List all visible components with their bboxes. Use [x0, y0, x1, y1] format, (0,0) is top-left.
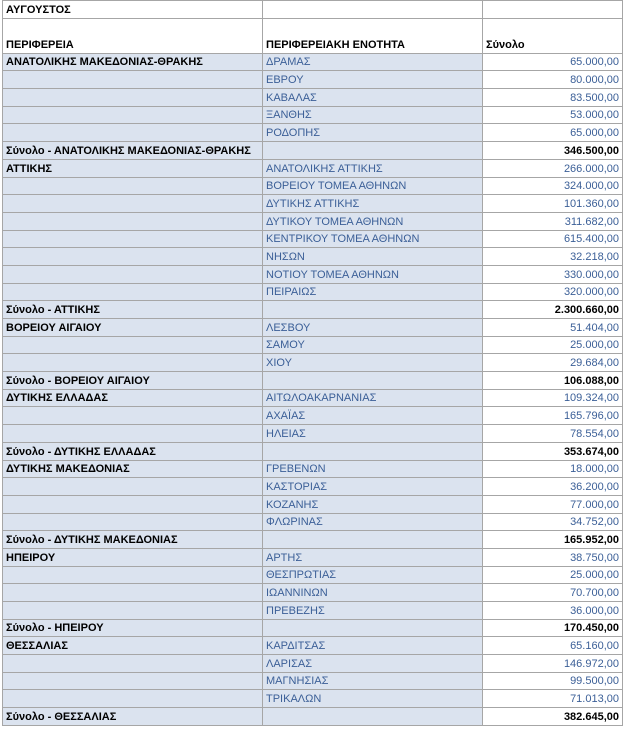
unit-value: 109.324,00: [483, 389, 623, 407]
unit-name: ΗΛΕΙΑΣ: [263, 425, 483, 443]
unit-name: ΚΑΒΑΛΑΣ: [263, 89, 483, 107]
region-total-value: 346.500,00: [483, 142, 623, 160]
table-row: [3, 513, 623, 531]
unit-value: 38.750,00: [483, 548, 623, 566]
unit-value: 25.000,00: [483, 336, 623, 354]
unit-name: ΡΟΔΟΠΗΣ: [263, 124, 483, 142]
table-row: [3, 336, 623, 354]
region-total-label: [3, 619, 263, 637]
table-row: [3, 584, 623, 602]
sum-region-name: ΔΥΤΙΚΗΣ ΕΛΛΑΔΑΣ: [53, 445, 156, 458]
unit-value: 65.000,00: [483, 124, 623, 142]
table-row: [3, 248, 623, 266]
unit-value: 101.360,00: [483, 195, 623, 213]
table-row: [3, 672, 623, 690]
region-name: ΒΟΡΕΙΟΥ ΑΙΓΑΙΟΥ: [3, 319, 263, 337]
budget-table: [2, 0, 623, 726]
header-total: Σύνολο: [483, 18, 623, 53]
unit-value: 320.000,00: [483, 283, 623, 301]
sum-prefix: Σύνολο -: [6, 622, 55, 635]
empty-cell: [263, 142, 483, 160]
table-row: [3, 425, 623, 443]
sum-region-name: ΒΟΡΕΙΟΥ ΑΙΓΑΙΟΥ: [54, 374, 150, 387]
unit-value: 83.500,00: [483, 89, 623, 107]
sum-region-name: ΑΤΤΙΚΗΣ: [53, 304, 100, 316]
unit-name: ΦΛΩΡΙΝΑΣ: [263, 513, 483, 531]
sum-region-name: ΘΕΣΣΑΛΙΑΣ: [54, 710, 117, 723]
region-total-label: [3, 442, 263, 460]
unit-name: ΘΕΣΠΡΩΤΙΑΣ: [263, 566, 483, 584]
region-total-row: [3, 372, 623, 390]
region-total-label: [3, 708, 263, 726]
sum-region-name: ΑΝΑΤΟΛΙΚΗΣ ΜΑΚΕΔΟΝΙΑΣ-ΘΡΑΚΗΣ: [53, 144, 251, 157]
table-row: [3, 637, 623, 655]
table-body: [3, 1, 623, 726]
region-total-row: [3, 442, 623, 460]
region-empty-cell: [3, 478, 263, 496]
unit-name: ΔΥΤΙΚΗΣ ΑΤΤΙΚΗΣ: [263, 195, 483, 213]
unit-value: 80.000,00: [483, 71, 623, 89]
unit-value: 330.000,00: [483, 265, 623, 283]
unit-name: ΑΙΤΩΛΟΑΚΑΡΝΑΝΙΑΣ: [263, 389, 483, 407]
unit-name: ΚΟΖΑΝΗΣ: [263, 495, 483, 513]
unit-value: 311.682,00: [483, 212, 623, 230]
unit-value: 165.796,00: [483, 407, 623, 425]
region-empty-cell: [3, 283, 263, 301]
region-empty-cell: [3, 425, 263, 443]
unit-name: ΕΒΡΟΥ: [263, 71, 483, 89]
region-empty-cell: [3, 248, 263, 266]
sum-prefix: Σύνολο -: [6, 533, 54, 546]
unit-name: ΑΧΑΪΑΣ: [263, 407, 483, 425]
sum-prefix: Σύνολο -: [6, 710, 55, 723]
unit-value: 71.013,00: [483, 690, 623, 708]
month-title: ΑΥΓΟΥΣΤΟΣ: [3, 1, 263, 19]
unit-value: 324.000,00: [483, 177, 623, 195]
unit-value: 51.404,00: [483, 319, 623, 337]
region-total-label: [3, 372, 263, 390]
region-total-label: [3, 142, 263, 160]
unit-name: ΒΟΡΕΙΟΥ ΤΟΜΕΑ ΑΘΗΝΩΝ: [263, 177, 483, 195]
unit-value: 78.554,00: [483, 425, 623, 443]
region-name: ΘΕΣΣΑΛΙΑΣ: [3, 637, 263, 655]
unit-name: ΜΑΓΝΗΣΙΑΣ: [263, 672, 483, 690]
region-empty-cell: [3, 230, 263, 248]
sum-prefix: Σύνολο -: [6, 144, 54, 157]
unit-name: ΧΙΟΥ: [263, 354, 483, 372]
region-name: ΔΥΤΙΚΗΣ ΜΑΚΕΔΟΝΙΑΣ: [3, 460, 263, 478]
unit-name: ΚΑΣΤΟΡΙΑΣ: [263, 478, 483, 496]
unit-value: 36.200,00: [483, 478, 623, 496]
region-total-row: [3, 301, 623, 319]
table-row: [3, 354, 623, 372]
table-row: [3, 407, 623, 425]
sum-prefix: Σύνολο -: [6, 374, 55, 387]
region-total-row: [3, 531, 623, 549]
sum-prefix: Σύνολο -: [6, 445, 54, 458]
unit-value: 266.000,00: [483, 159, 623, 177]
unit-value: 29.684,00: [483, 354, 623, 372]
region-total-value: 2.300.660,00: [483, 301, 623, 319]
empty-cell: [263, 372, 483, 390]
region-total-label: [3, 531, 263, 549]
table-row: [3, 548, 623, 566]
unit-name: ΔΥΤΙΚΟΥ ΤΟΜΕΑ ΑΘΗΝΩΝ: [263, 212, 483, 230]
region-total-row: [3, 619, 623, 637]
region-empty-cell: [3, 690, 263, 708]
header-region: ΠΕΡΙΦΕΡΕΙΑ: [3, 18, 263, 53]
table-row: [3, 602, 623, 620]
region-name: ΑΝΑΤΟΛΙΚΗΣ ΜΑΚΕΔΟΝΙΑΣ-ΘΡΑΚΗΣ: [3, 53, 263, 71]
region-empty-cell: [3, 513, 263, 531]
region-empty-cell: [3, 265, 263, 283]
table-row: [3, 690, 623, 708]
unit-name: ΠΡΕΒΕΖΗΣ: [263, 602, 483, 620]
unit-name: ΑΝΑΤΟΛΙΚΗΣ ΑΤΤΙΚΗΣ: [263, 159, 483, 177]
unit-name: ΝΟΤΙΟΥ ΤΟΜΕΑ ΑΘΗΝΩΝ: [263, 265, 483, 283]
unit-value: 36.000,00: [483, 602, 623, 620]
unit-value: 70.700,00: [483, 584, 623, 602]
table-row: [3, 212, 623, 230]
region-total-value: 106.088,00: [483, 372, 623, 390]
region-name: ΔΥΤΙΚΗΣ ΕΛΛΑΔΑΣ: [3, 389, 263, 407]
empty-cell: [263, 619, 483, 637]
table-row: [3, 655, 623, 673]
table-row: [3, 478, 623, 496]
table-row: [3, 265, 623, 283]
unit-name: ΠΕΙΡΑΙΩΣ: [263, 283, 483, 301]
region-empty-cell: [3, 71, 263, 89]
unit-name: ΔΡΑΜΑΣ: [263, 53, 483, 71]
title-row: [3, 1, 623, 19]
header-unit: ΠΕΡΙΦΕΡΕΙΑΚΗ ΕΝΟΤΗΤΑ: [263, 18, 483, 53]
region-total-value: 165.952,00: [483, 531, 623, 549]
empty-cell: [263, 442, 483, 460]
region-empty-cell: [3, 495, 263, 513]
region-name: ΑΤΤΙΚΗΣ: [3, 159, 263, 177]
unit-value: 77.000,00: [483, 495, 623, 513]
table-row: [3, 124, 623, 142]
region-empty-cell: [3, 584, 263, 602]
unit-value: 65.000,00: [483, 53, 623, 71]
region-empty-cell: [3, 177, 263, 195]
unit-name: ΞΑΝΘΗΣ: [263, 106, 483, 124]
table-row: [3, 283, 623, 301]
unit-name: ΝΗΣΩΝ: [263, 248, 483, 266]
empty-cell: [263, 301, 483, 319]
unit-value: 34.752,00: [483, 513, 623, 531]
unit-value: 99.500,00: [483, 672, 623, 690]
region-total-label: [3, 301, 263, 319]
table-row: [3, 71, 623, 89]
unit-name: ΤΡΙΚΑΛΩΝ: [263, 690, 483, 708]
table-row: [3, 495, 623, 513]
table-row: [3, 53, 623, 71]
unit-name: ΛΑΡΙΣΑΣ: [263, 655, 483, 673]
region-empty-cell: [3, 336, 263, 354]
region-empty-cell: [3, 672, 263, 690]
unit-value: 615.400,00: [483, 230, 623, 248]
table-row: [3, 389, 623, 407]
region-empty-cell: [3, 566, 263, 584]
header-row: [3, 18, 623, 53]
unit-value: 32.218,00: [483, 248, 623, 266]
region-total-row: [3, 142, 623, 160]
table-row: [3, 230, 623, 248]
sum-region-name: ΔΥΤΙΚΗΣ ΜΑΚΕΔΟΝΙΑΣ: [53, 533, 178, 546]
region-empty-cell: [3, 407, 263, 425]
unit-name: ΓΡΕΒΕΝΩΝ: [263, 460, 483, 478]
table-row: [3, 195, 623, 213]
sum-region-name: ΗΠΕΙΡΟΥ: [54, 622, 104, 635]
table-row: [3, 566, 623, 584]
unit-name: ΚΑΡΔΙΤΣΑΣ: [263, 637, 483, 655]
unit-name: ΙΩΑΝΝΙΝΩΝ: [263, 584, 483, 602]
unit-name: ΛΕΣΒΟΥ: [263, 319, 483, 337]
table-row: [3, 159, 623, 177]
sum-prefix: Σύνολο -: [6, 304, 54, 316]
region-empty-cell: [3, 602, 263, 620]
table-row: [3, 319, 623, 337]
unit-value: 18.000,00: [483, 460, 623, 478]
empty-cell: [263, 531, 483, 549]
region-name: ΗΠΕΙΡΟΥ: [3, 548, 263, 566]
unit-name: ΣΑΜΟΥ: [263, 336, 483, 354]
unit-name: ΑΡΤΗΣ: [263, 548, 483, 566]
region-empty-cell: [3, 655, 263, 673]
table-row: [3, 106, 623, 124]
region-total-row: [3, 708, 623, 726]
table-row: [3, 89, 623, 107]
region-empty-cell: [3, 89, 263, 107]
region-empty-cell: [3, 212, 263, 230]
region-empty-cell: [3, 354, 263, 372]
region-total-value: 353.674,00: [483, 442, 623, 460]
unit-value: 146.972,00: [483, 655, 623, 673]
unit-value: 25.000,00: [483, 566, 623, 584]
region-total-value: 382.645,00: [483, 708, 623, 726]
unit-value: 65.160,00: [483, 637, 623, 655]
unit-value: 53.000,00: [483, 106, 623, 124]
region-empty-cell: [3, 124, 263, 142]
empty-cell: [263, 708, 483, 726]
table-row: [3, 177, 623, 195]
region-empty-cell: [3, 106, 263, 124]
table-row: [3, 460, 623, 478]
region-total-value: 170.450,00: [483, 619, 623, 637]
unit-name: ΚΕΝΤΡΙΚΟΥ ΤΟΜΕΑ ΑΘΗΝΩΝ: [263, 230, 483, 248]
region-empty-cell: [3, 195, 263, 213]
